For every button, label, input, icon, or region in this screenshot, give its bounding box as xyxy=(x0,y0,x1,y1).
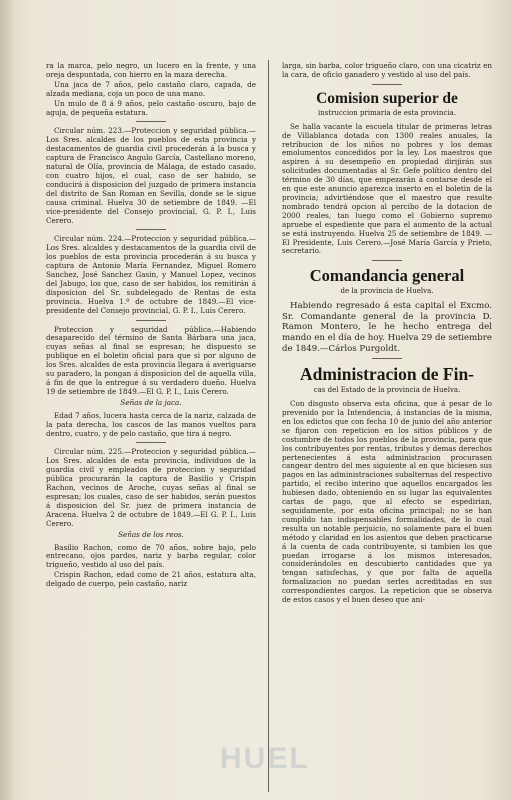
column-divider xyxy=(268,60,269,792)
senas-reos-title: Señas de los reos. xyxy=(118,529,184,539)
library-watermark: HUEL xyxy=(220,742,310,775)
senas-jaca: Edad 7 años, lucera hasta cerca de la nariz, calzada de la pata derecha, los cascos de las manos vueltos para dentro, cuatro, y de pelo castaño, que tira á negro. xyxy=(46,410,256,438)
separator xyxy=(372,358,402,359)
circular-223: Circular núm. 223.—Proteccion y seguridad pública.—Los Sres. alcaldes de los pueblos de esta provincia y destacamentos de guardia civil procederán á la busca y captura de Francisco Angulo García, Castellano moreno, natural de Olía, provincia de Málaga, de estado casado, con cuatro hijos, el cual, caso de ser habido, se conducirá á disposicion del juzgado de primera instancia del distrito de San Roman en Sevilla, donde se le sigue causa criminal. Huelva 30 de setiembre de 1849. —El vice-presidente del Consejo provincial, G. P. I., Luis Cerero. xyxy=(46,126,256,225)
separator xyxy=(372,84,402,85)
comision-text: Se halla vacante la escuela titular de primeras letras de Villablanca dotada con 1300 reales anuales, la retribucion de los niños no pobres y los demas emolumentos concedidos por la ley. Los maestros que aspiren á su desempeño en propiedad dirijirán sus solicitudes documentadas al Sr. Gefe político dentro del término de 30 días, que empezarán á contarse desde el en que este anuncio aparezca inserto en el boletin de la provincia; advirtiéndose que el maestro que resulte nombrado tendrá opcion al percibo de la dotacion de 2000 reales, tan luego como el Gobierno supremo apruebe el espediente que para el aumento de la actual se está instruyendo. Huelva 25 de setiembre de 1849. —El Presidente, Luis Cerero.—José María García y Prieto, secretario. xyxy=(282,121,492,256)
page-fold-shadow xyxy=(0,0,14,800)
separator xyxy=(136,229,166,230)
administracion-text: Con disgusto observa esta oficina, que á pesar de lo prevenido por la Intendencia, á instancias de la misma, en los edictos que con fecha 10 de junio del año anterior se fijaron con repeticion en los sitios públicos y de costumbre de todos los pueblos de la provincia, para que los contribuyentes por rentas, tributos y demas derechos pertenecientes á esta administracion procurasen cangear dentro del mes siguiente al en que hiciesen sus pagos en las administraciones subalternas del respectivo partido, el recibo interino que aquellos encargados les hubiesen dado, obteniendo en su lugar las equivalentes cartas de pago, que al efecto se espedirian, seguidamente, por esta oficina principal; no se han cumplido tan indispensables formalidades, de lo cual resulta un notable perjuicio, no solamente para el buen método y claridad en los asientos que deben practicarse á la cuenta de cada contribuyente, si tambien los que puedan irrogarse á los mismos interesados, considerándoles en descubierto cantidades que ya tengan satisfechas, y que por falta de aquella formalizacion no puedan serles acreditadas en sus correspondientes cargos. La repeticion que se observa de estos casos y el buen deseo que ani- xyxy=(282,399,492,605)
proteccion-notice: Proteccion y seguridad pública.—Habiendo desaparecido del término de Santa Bárbara una jaca, cuyas señas al final se espresan; he dispuesto se publique en el boletin oficial para que si por alguno de los Sres. alcaldes de esta provincia llegara á averiguarse su paradero, la pongan á disposicion del de aquella villa, á fin de que la entregue á su verdadero dueño. Huelva 19 de setiembre de 1849.—El G. P. I., Luis Cerero. xyxy=(46,324,256,396)
paragraph: larga, sin barba, color trigueño claro, con una cicatriz en la cara, de oficio ganadero y vestido al uso del país. xyxy=(282,62,492,79)
circular-225: Circular núm. 225.—Proteccion y seguridad pública.—Los Sres. alcaldes de esta provincia, individuos de la guardia civil y empleados de proteccion y seguridad pública procurarán la captura de Basilio y Crispin Rachon, vecinos de Aroche, cuyas señas al final se espresan; los cuales, caso de ser habidos, serán puestos á disposicion del Sr. juez de primera instancia de Aracena. Huelva 2 de octubre de 1849.—El G. P. I., Luis Cerero. xyxy=(46,447,256,528)
paragraph: Una jaca de 7 años, pelo castaño claro, capada, de alzada mediana, coja un poco de una mano. xyxy=(46,79,256,98)
comision-subheading: instruccion primaria de esta provincia. xyxy=(318,108,456,117)
senas-reo-2: Crispin Rachon, edad como de 21 años, estatura alta, delgado de cuerpo, pelo castaño, nariz xyxy=(46,570,256,589)
senas-jaca-title: Señas de la jaca. xyxy=(120,397,182,407)
right-column xyxy=(282,62,492,800)
separator xyxy=(136,121,166,122)
paragraph: Un mulo de 8 á 9 años, pelo castaño oscuro, bajo de aguja, de pequeña estatura. xyxy=(46,98,256,117)
comision-heading: Comision superior de xyxy=(316,89,458,107)
separator xyxy=(372,260,402,261)
separator xyxy=(136,320,166,321)
circular-224: Circular núm. 224.—Proteccion y seguridad pública.—Los Sres. alcaldes y destacamentos de la guardia civil de los pueblos de esta provincia procederán á su busca y captura de Antonio María Fernandez, Miguel Romero Sanchez, José Sanchez Gasin, y Manuel Lopez, vecinos del Jabugo, los que, caso de ser habidos, los remitirán á disposicion del Sr. subdelegado de Rentas de esta provincia. Huelva 1.º de octubre de 1849.—El vice-presidente del Consejo provincial, G. P. I., Luis Cerero. xyxy=(46,234,256,315)
comandancia-text: Habiendo regresado á esta capital el Excmo. Sr. Comandante general de la provincia D. Ramon Montero, le he hecho entrega del mando en el día de hoy. Huelva 29 de setiembre de 1849.—Cárlos Purgoldt. xyxy=(282,301,492,354)
comandancia-subheading: de la provincia de Huelva. xyxy=(340,287,434,296)
paragraph: ra la marca, pelo negro, un lucero en la frente, y una oreja despuntada, con hierro en la maza derecha. xyxy=(46,62,256,79)
senas-reo-1: Basilio Rachon, como de 70 años, sobre bajo, pelo entrecano, ojos pardos, nariz y barba regular, color trigueño, vestido al uso del país. xyxy=(46,542,256,570)
comandancia-heading: Comandancia general xyxy=(309,266,465,286)
administracion-subheading: cas del Estado de la provincia de Huelva. xyxy=(313,386,461,395)
separator xyxy=(136,442,166,443)
administracion-heading: Administracion de Fin- xyxy=(299,364,475,385)
left-column xyxy=(46,62,256,800)
